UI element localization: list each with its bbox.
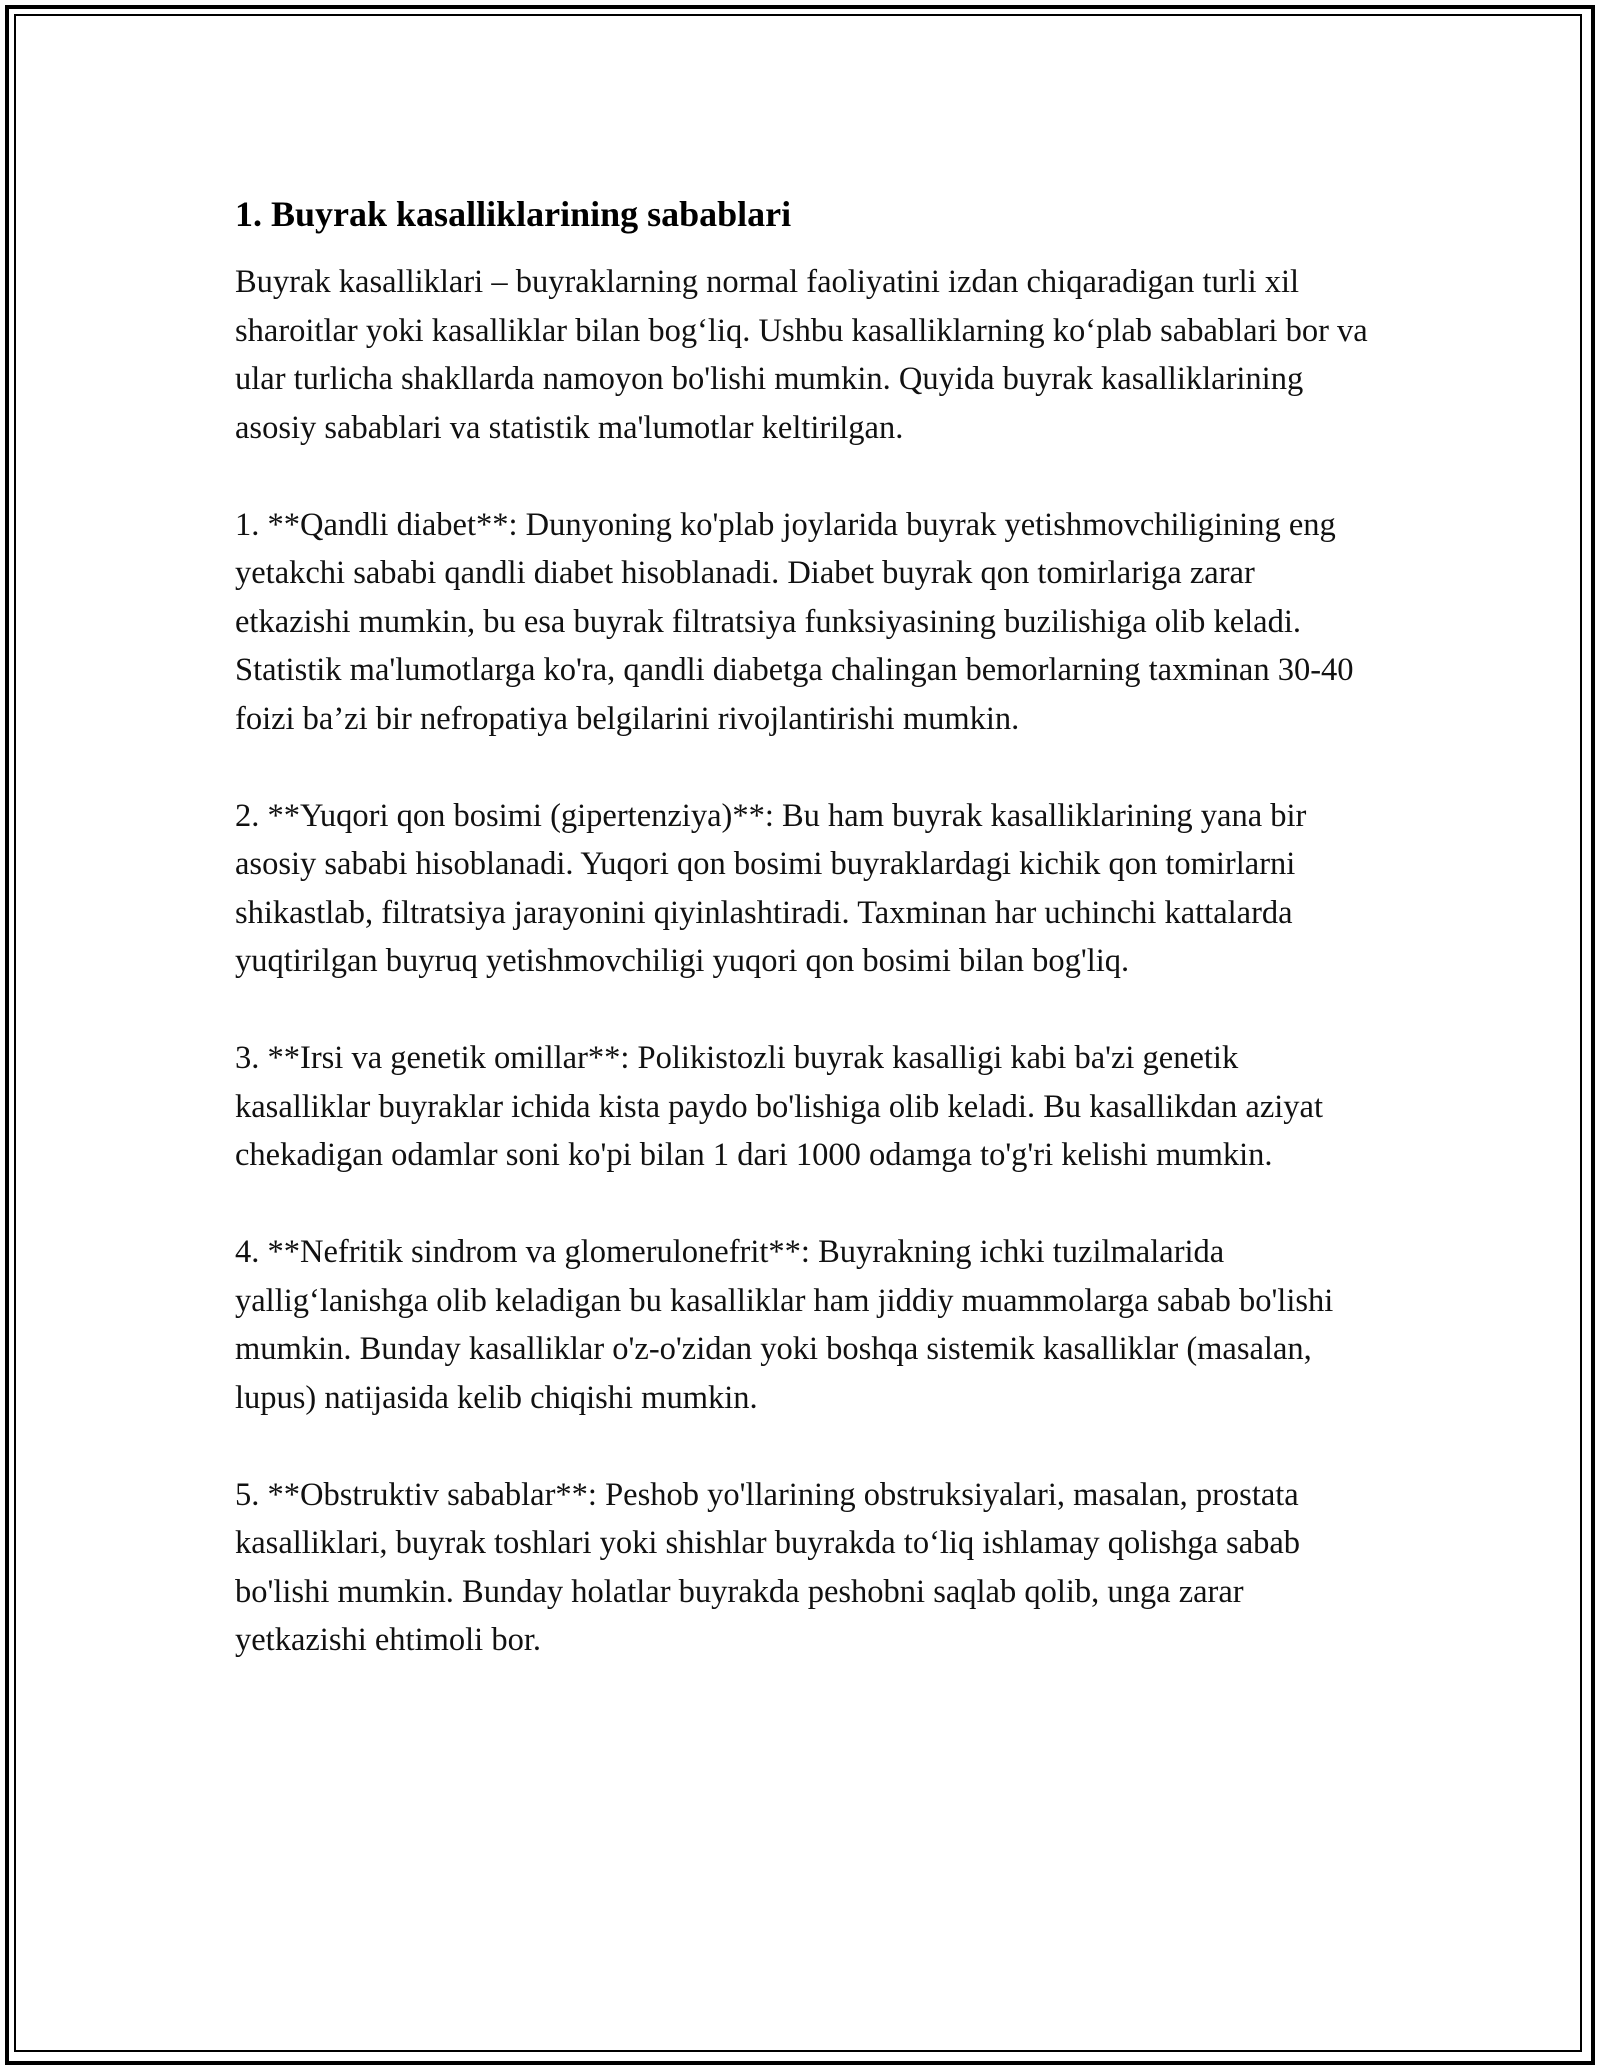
cause-obstructive-paragraph: 5. **Obstruktiv sabablar**: Peshob yo'llarining obstruksiyalari, masalan, prostata kasalliklari, buyrak toshlari yoki shishlar buyrakda to‘liq ishlamay qolishga sabab bo'lishi mumkin. Bunday holatlar buyrakda peshobni saqlab qolib, unga zarar yetkazishi ehtimoli bor.: [235, 1476, 1301, 1658]
cause-nephritic-paragraph: 4. **Nefritik sindrom va glomerulonefrit**: Buyrakning ichki tuzilmalarida yallig‘lanishga olib keladigan bu kasalliklar ham jiddiy muammolarga sabab bo'lishi mumkin. Bunday kasalliklar o'z-o'zidan yoki boshqa sistemik kasalliklar (masalan, lupus) natijasida kelib chiqishi mumkin.: [235, 1234, 1334, 1416]
section-heading: 1. Buyrak kasalliklarining sabablari: [235, 194, 792, 234]
cause-genetic-paragraph: 3. **Irsi va genetik omillar**: Polikistozli buyrak kasalligi kabi ba'zi genetik kasalliklar buyraklar ichida kista paydo bo'lishiga olib keladi. Bu kasallikdan aziyat chekadigan odamlar soni ko'pi bilan 1 dari 1000 odamga to'g'ri kelishi mumkin.: [235, 1040, 1323, 1173]
cause-hypertension-paragraph: 2. **Yuqori qon bosimi (gipertenziya)**: Bu ham buyrak kasalliklarining yana bir asosiy sababi hisoblanadi. Yuqori qon bosimi buyraklardagi kichik qon tomirlarni shikastlab, filtratsiya jarayonini qiyinlashtiradi. Taxminan har uchinchi kattalarda yuqtirilgan buyruq yetishmovchiligi yuqori qon bosimi bilan bog'liq.: [235, 797, 1307, 979]
intro-paragraph: Buyrak kasalliklari – buyraklarning normal faoliyatini izdan chiqaradigan turli xil sharoitlar yoki kasalliklar bilan bog‘liq. Ushbu kasalliklarning ko‘plab sabablari bor va ular turlicha shakllarda namoyon bo'lishi mumkin. Quyida buyrak kasalliklarining asosiy sabablari va statistik ma'lumotlar keltirilgan.: [235, 264, 1368, 446]
cause-diabetes-paragraph: 1. **Qandli diabet**: Dunyoning ko'plab joylarida buyrak yetishmovchiligining eng yetakchi sababi qandli diabet hisoblanadi. Diabet buyrak qon tomirlariga zarar etkazishi mumkin, bu esa buyrak filtratsiya funksiyasining buzilishiga olib keladi. Statistik ma'lumotlarga ko'ra, qandli diabetga chalingan bemorlarning taxminan 30-40 foizi ba’zi bir nefropatiya belgilarini rivojlantirishi mumkin.: [235, 506, 1354, 737]
document-body: [235, 188, 1375, 1665]
